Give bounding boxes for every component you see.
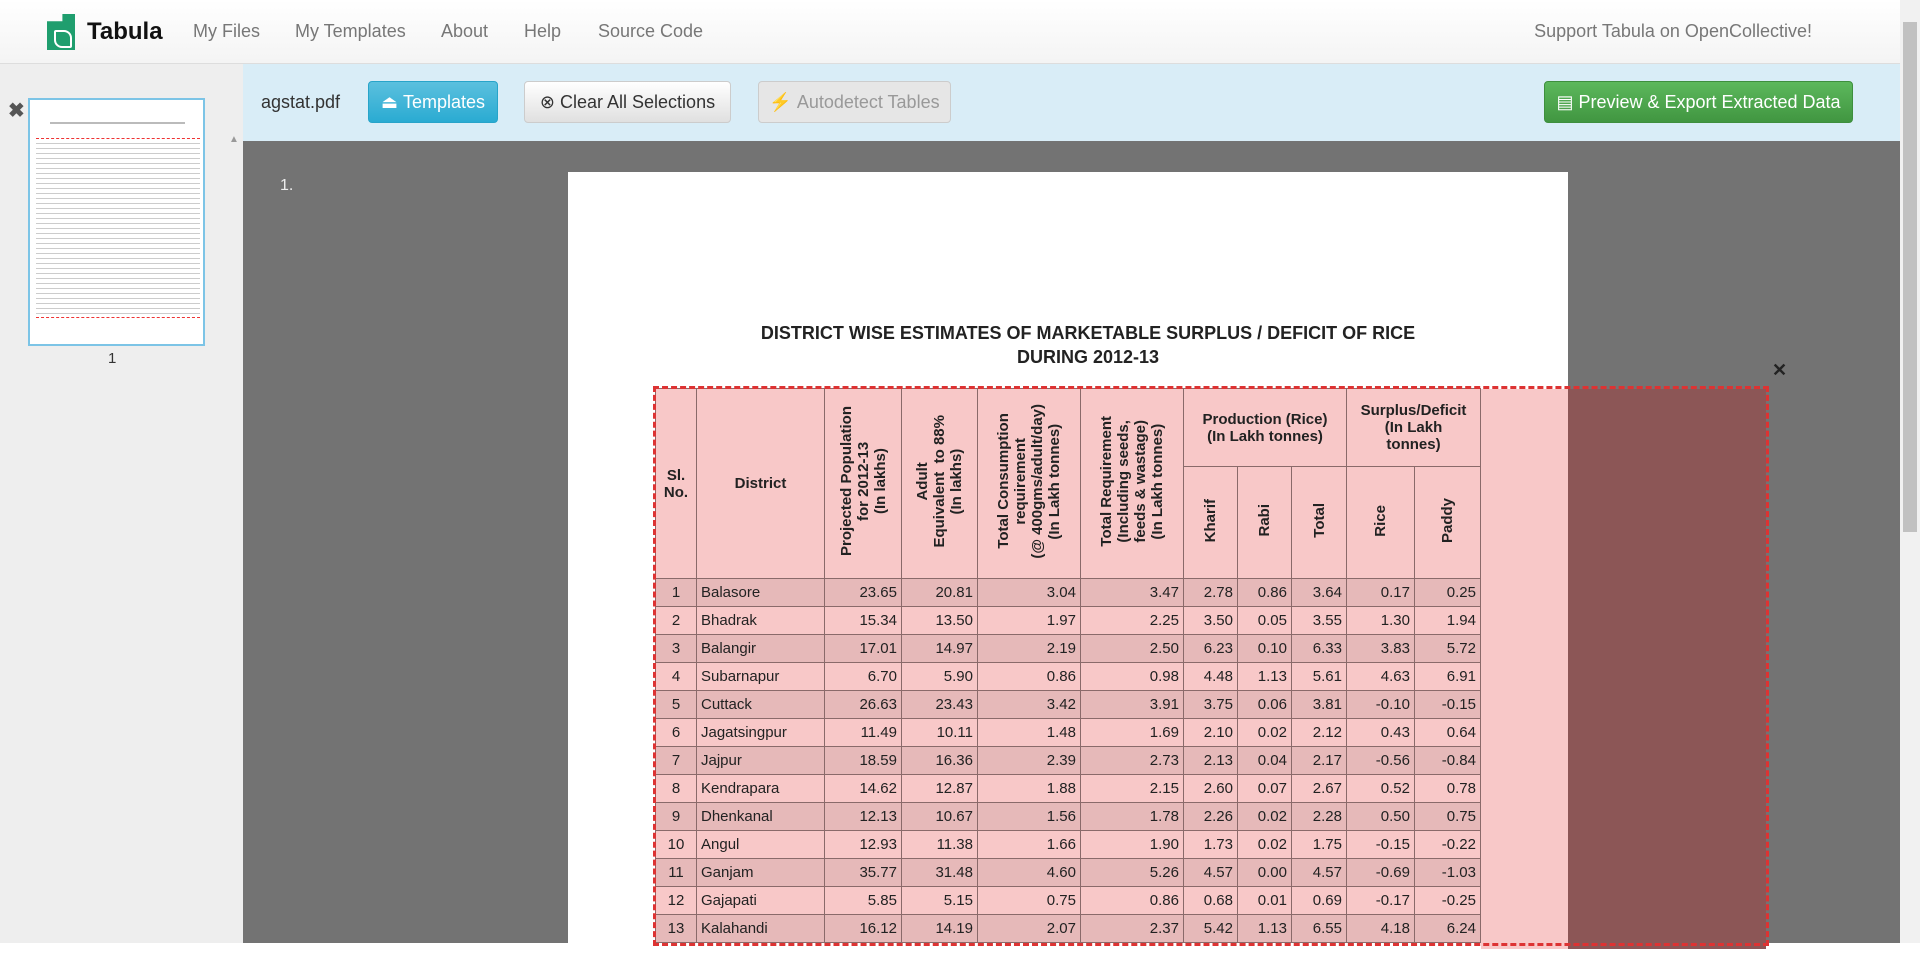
table-cell: 2.67: [1292, 775, 1347, 803]
table-cell: Bhadrak: [697, 607, 825, 635]
vertical-scrollbar[interactable]: [1900, 0, 1920, 943]
table-cell: 1.88: [978, 775, 1081, 803]
table-cell: 3.81: [1292, 691, 1347, 719]
table-cell: 4.57: [1292, 859, 1347, 887]
table-cell: 1.48: [978, 719, 1081, 747]
nav-about[interactable]: About: [441, 21, 489, 41]
table-cell: 5.85: [825, 887, 902, 915]
table-cell: 12.87: [902, 775, 978, 803]
table-cell: 0.86: [978, 663, 1081, 691]
table-cell: 1: [656, 579, 697, 607]
table-cell: -0.56: [1347, 747, 1415, 775]
table-selection[interactable]: [653, 386, 1769, 946]
table-cell: 14.19: [902, 915, 978, 943]
table-cell: Cuttack: [697, 691, 825, 719]
table-cell: 3.55: [1292, 607, 1347, 635]
table-cell: 1.97: [978, 607, 1081, 635]
toolbar: [243, 64, 1900, 141]
table-cell: 0.50: [1347, 803, 1415, 831]
table-cell: 14.97: [902, 635, 978, 663]
table-cell: 4.60: [978, 859, 1081, 887]
table-cell: 8: [656, 775, 697, 803]
header-rabi: Rabi: [1238, 467, 1292, 579]
table-cell: Subarnapur: [697, 663, 825, 691]
tabula-logo-icon[interactable]: [47, 14, 75, 50]
table-cell: 3.42: [978, 691, 1081, 719]
table-cell: 12: [656, 887, 697, 915]
header-population: Projected Population for 2012-13 (In lakhs): [825, 389, 902, 579]
brand[interactable]: Tabula: [87, 18, 163, 45]
table-cell: 0.69: [1292, 887, 1347, 915]
table-cell: Jajpur: [697, 747, 825, 775]
table-cell: 16.12: [825, 915, 902, 943]
table-cell: 0.64: [1415, 719, 1481, 747]
table-cell: 2.73: [1081, 747, 1184, 775]
table-cell: 6.23: [1184, 635, 1238, 663]
table-cell: 0.10: [1238, 635, 1292, 663]
table-cell: 13.50: [902, 607, 978, 635]
table-cell: 2.19: [978, 635, 1081, 663]
table-cell: 1.90: [1081, 831, 1184, 859]
table-cell: 0.07: [1238, 775, 1292, 803]
close-circle-icon: ⊗: [539, 91, 555, 112]
table-cell: 5.26: [1081, 859, 1184, 887]
table-cell: 2.37: [1081, 915, 1184, 943]
table-cell: -0.22: [1415, 831, 1481, 859]
delete-page-icon[interactable]: ✖: [8, 100, 25, 122]
table-cell: 3: [656, 635, 697, 663]
table-cell: 10.11: [902, 719, 978, 747]
table-cell: Dhenkanal: [697, 803, 825, 831]
table-cell: 2.17: [1292, 747, 1347, 775]
table-cell: 1.73: [1184, 831, 1238, 859]
nav-source-code[interactable]: Source Code: [598, 21, 704, 41]
header-slno: Sl. No.: [656, 389, 697, 579]
table-cell: -0.15: [1415, 691, 1481, 719]
table-cell: 0.86: [1238, 579, 1292, 607]
table-cell: 2.10: [1184, 719, 1238, 747]
table-cell: 2.28: [1292, 803, 1347, 831]
header-rice: Rice: [1347, 467, 1415, 579]
table-cell: 6: [656, 719, 697, 747]
filename: agstat.pdf: [261, 92, 341, 112]
table-cell: 3.47: [1081, 579, 1184, 607]
table-cell: 23.43: [902, 691, 978, 719]
table-cell: 0.00: [1238, 859, 1292, 887]
table-cell: 6.70: [825, 663, 902, 691]
table-cell: 14.62: [825, 775, 902, 803]
table-cell: 15.34: [825, 607, 902, 635]
table-cell: Balangir: [697, 635, 825, 663]
table-cell: 2.78: [1184, 579, 1238, 607]
table-cell: -1.03: [1415, 859, 1481, 887]
table-cell: Jagatsingpur: [697, 719, 825, 747]
navbar: [0, 0, 1900, 64]
table-cell: 4: [656, 663, 697, 691]
remove-selection-icon[interactable]: ✕: [1772, 360, 1788, 380]
table-cell: 2: [656, 607, 697, 635]
table-cell: 26.63: [825, 691, 902, 719]
table-cell: 1.69: [1081, 719, 1184, 747]
table-cell: 4.63: [1347, 663, 1415, 691]
header-paddy: Paddy: [1415, 467, 1481, 579]
table-cell: 0.52: [1347, 775, 1415, 803]
templates-button[interactable]: [368, 81, 498, 123]
table-cell: 0.98: [1081, 663, 1184, 691]
table-cell: 0.17: [1347, 579, 1415, 607]
autodetect-label: Autodetect Tables: [796, 91, 940, 112]
nav-help[interactable]: Help: [524, 21, 562, 41]
table-cell: -0.84: [1415, 747, 1481, 775]
scrollbar-thumb[interactable]: [1903, 22, 1917, 532]
table-cell: 2.07: [978, 915, 1081, 943]
table-cell: 11.38: [902, 831, 978, 859]
thumbnail-page-label: 1: [108, 350, 117, 367]
lightning-icon: ⚡: [769, 91, 792, 112]
clear-label: Clear All Selections: [560, 91, 716, 112]
table-cell: 5.90: [902, 663, 978, 691]
nav-my-files[interactable]: My Files: [193, 21, 260, 41]
table-cell: 1.94: [1415, 607, 1481, 635]
table-cell: 10: [656, 831, 697, 859]
table-cell: 11.49: [825, 719, 902, 747]
table-cell: 17.01: [825, 635, 902, 663]
table-cell: 16.36: [902, 747, 978, 775]
table-cell: 2.26: [1184, 803, 1238, 831]
export-label: Preview & Export Extracted Data: [1578, 91, 1841, 112]
table-cell: 3.83: [1347, 635, 1415, 663]
table-cell: 23.65: [825, 579, 902, 607]
table-cell: 6.33: [1292, 635, 1347, 663]
table-cell: 2.39: [978, 747, 1081, 775]
table-cell: 0.75: [978, 887, 1081, 915]
table-cell: 10.67: [902, 803, 978, 831]
page-number: 1.: [280, 177, 294, 194]
table-cell: -0.15: [1347, 831, 1415, 859]
page-thumbnail[interactable]: [28, 98, 205, 346]
title-line-1: DISTRICT WISE ESTIMATES OF MARKETABLE SURPLUS / DEFICIT OF RICE: [760, 323, 1416, 343]
table-cell: Ganjam: [697, 859, 825, 887]
table-cell: 2.25: [1081, 607, 1184, 635]
table-cell: 12.13: [825, 803, 902, 831]
table-cell: 1.56: [978, 803, 1081, 831]
table-cell: 2.50: [1081, 635, 1184, 663]
table-cell: 35.77: [825, 859, 902, 887]
title-line-2: DURING 2012-13: [1016, 347, 1160, 367]
header-district: District: [697, 389, 825, 579]
table-cell: 0.01: [1238, 887, 1292, 915]
table-cell: 1.66: [978, 831, 1081, 859]
table-cell: 5.42: [1184, 915, 1238, 943]
table-cell: 0.05: [1238, 607, 1292, 635]
clear-selections-button[interactable]: [524, 81, 731, 123]
table-cell: 2.60: [1184, 775, 1238, 803]
table-cell: 3.75: [1184, 691, 1238, 719]
scroll-up-icon[interactable]: ▲: [229, 134, 239, 145]
table-cell: 0.02: [1238, 803, 1292, 831]
table-cell: 12.93: [825, 831, 902, 859]
table-cell: 1.30: [1347, 607, 1415, 635]
header-surplus: Surplus/Deficit (In Lakh tonnes): [1347, 389, 1481, 467]
table-cell: 0.25: [1415, 579, 1481, 607]
table-cell: 2.13: [1184, 747, 1238, 775]
table-cell: 1.78: [1081, 803, 1184, 831]
table-cell: 4.57: [1184, 859, 1238, 887]
table-cell: 11: [656, 859, 697, 887]
header-adult: Adult Equivalent to 88% (In lakhs): [902, 389, 978, 579]
table-cell: 1.13: [1238, 915, 1292, 943]
table-cell: 5.61: [1292, 663, 1347, 691]
table-cell: 31.48: [902, 859, 978, 887]
header-total: Total: [1292, 467, 1347, 579]
table-cell: 6.55: [1292, 915, 1347, 943]
table-cell: Gajapati: [697, 887, 825, 915]
table-cell: -0.17: [1347, 887, 1415, 915]
table-cell: 3.91: [1081, 691, 1184, 719]
table-cell: Kendrapara: [697, 775, 825, 803]
table-cell: 3.50: [1184, 607, 1238, 635]
table-cell: 1.13: [1238, 663, 1292, 691]
table-cell: 6.91: [1415, 663, 1481, 691]
thumbnail-selection: [36, 138, 200, 318]
table-cell: Angul: [697, 831, 825, 859]
autodetect-tables-button[interactable]: [758, 81, 951, 123]
templates-icon: ⏏: [380, 91, 398, 112]
table-cell: 7: [656, 747, 697, 775]
support-link[interactable]: Support Tabula on OpenCollective!: [1534, 21, 1812, 41]
table-cell: 18.59: [825, 747, 902, 775]
table-cell: 3.64: [1292, 579, 1347, 607]
header-requirement: Total Requirement (Including seeds, feeds & wastage) (In Lakh tonnes): [1081, 389, 1184, 579]
table-cell: 9: [656, 803, 697, 831]
header-production: Production (Rice) (In Lakh tonnes): [1184, 389, 1347, 467]
table-cell: 0.02: [1238, 719, 1292, 747]
header-kharif: Kharif: [1184, 467, 1238, 579]
table-cell: 2.15: [1081, 775, 1184, 803]
table-cell: Kalahandi: [697, 915, 825, 943]
table-cell: 0.06: [1238, 691, 1292, 719]
table-cell: 0.02: [1238, 831, 1292, 859]
table-cell: -0.25: [1415, 887, 1481, 915]
table-cell: 1.75: [1292, 831, 1347, 859]
table-cell: 4.18: [1347, 915, 1415, 943]
table-cell: 0.04: [1238, 747, 1292, 775]
table-cell: 20.81: [902, 579, 978, 607]
templates-label: Templates: [402, 91, 486, 112]
nav-my-templates[interactable]: My Templates: [295, 21, 406, 41]
table-cell: 0.78: [1415, 775, 1481, 803]
table-cell: 0.68: [1184, 887, 1238, 915]
thumbnail-title: [50, 122, 185, 124]
table-cell: 2.12: [1292, 719, 1347, 747]
table-cell: 4.48: [1184, 663, 1238, 691]
table-cell: 5.72: [1415, 635, 1481, 663]
table-icon: ▤: [1556, 91, 1574, 112]
table-cell: 0.86: [1081, 887, 1184, 915]
table-cell: -0.10: [1347, 691, 1415, 719]
header-consumption: Total Consumption requirement (@ 400gms/adult/day) (In Lakh tonnes): [978, 389, 1081, 579]
preview-export-button[interactable]: [1544, 81, 1853, 123]
table-cell: 0.75: [1415, 803, 1481, 831]
table-cell: Balasore: [697, 579, 825, 607]
page-title: [568, 321, 1568, 369]
table-cell: -0.69: [1347, 859, 1415, 887]
table-cell: 0.43: [1347, 719, 1415, 747]
table-cell: 6.24: [1415, 915, 1481, 943]
table-cell: 13: [656, 915, 697, 943]
table-cell: 5.15: [902, 887, 978, 915]
table-cell: 5: [656, 691, 697, 719]
table-cell: 3.04: [978, 579, 1081, 607]
